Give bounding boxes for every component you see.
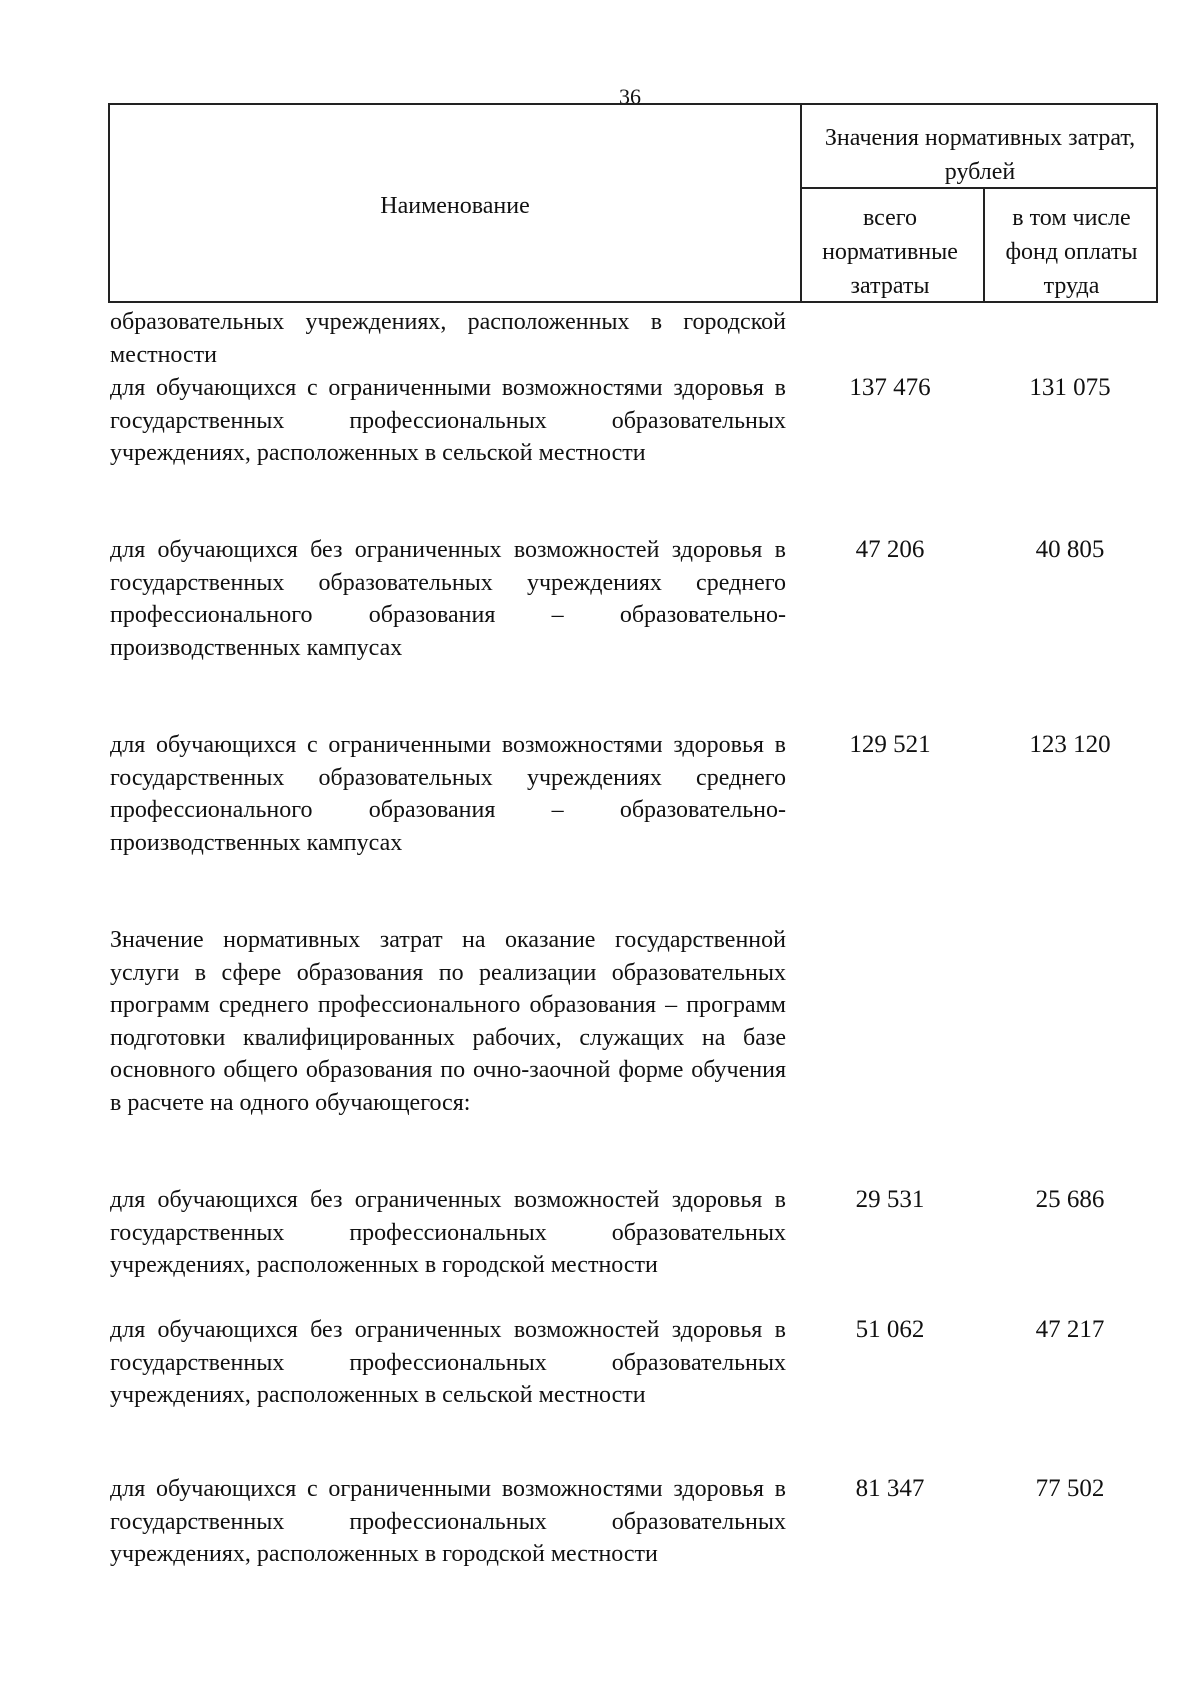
section-description: Значение нормативных затрат на оказание государственной услуги в сфере образования по реализации образовательных программ среднего профессионального образования – программ подготовки квалифицированных рабочих, служащих на базе основного общего образования по очно-заочной форме обучения в расчете на одного обучающегося: bbox=[110, 927, 786, 1116]
page-number: 36 bbox=[619, 84, 641, 109]
row-payroll: 40 805 bbox=[1035, 536, 1105, 563]
row-payroll: 77 502 bbox=[1035, 1475, 1105, 1502]
row-description: для обучающихся с ограниченными возможностями здоровья в государственных образовательных учреждениях среднего профессионального образования – образовательно-производственных кампусах bbox=[110, 732, 786, 856]
row-payroll: 25 686 bbox=[1035, 1186, 1105, 1213]
row-description: для обучающихся с ограниченными возможностями здоровья в государственных профессиональных образовательных учреждениях, расположенных в сельской местности bbox=[110, 375, 786, 466]
table-header bbox=[108, 103, 1158, 303]
row-payroll: 131 075 bbox=[1029, 374, 1111, 401]
header-total-costs: всего нормативные затраты bbox=[822, 205, 958, 299]
row-payroll: 123 120 bbox=[1029, 731, 1111, 758]
row-total: 29 531 bbox=[855, 1186, 925, 1213]
row-total: 137 476 bbox=[849, 374, 931, 401]
row-total: 129 521 bbox=[849, 731, 931, 758]
row-description: образовательных учреждениях, расположенных в городской местности bbox=[110, 309, 786, 368]
row-payroll: 47 217 bbox=[1035, 1316, 1105, 1343]
row-total: 51 062 bbox=[855, 1316, 925, 1343]
row-description: для обучающихся с ограниченными возможностями здоровья в государственных профессиональных образовательных учреждениях, расположенных в городской местности bbox=[110, 1476, 786, 1567]
row-total: 81 347 bbox=[855, 1475, 925, 1502]
header-values-group: Значения нормативных затрат, рублей bbox=[824, 125, 1136, 185]
row-description: для обучающихся без ограниченных возможностей здоровья в государственных профессиональных образовательных учреждениях, расположенных в сельской местности bbox=[110, 1317, 786, 1408]
row-description: для обучающихся без ограниченных возможностей здоровья в государственных образовательных учреждениях среднего профессионального образования – образовательно-производственных кампусах bbox=[110, 537, 786, 661]
row-description: для обучающихся без ограниченных возможностей здоровья в государственных профессиональных образовательных учреждениях, расположенных в городской местности bbox=[110, 1187, 786, 1278]
header-payroll-fund: в том числе фонд оплаты труда bbox=[1005, 205, 1138, 299]
header-name: Наименование bbox=[380, 193, 530, 219]
row-total: 47 206 bbox=[855, 536, 925, 563]
